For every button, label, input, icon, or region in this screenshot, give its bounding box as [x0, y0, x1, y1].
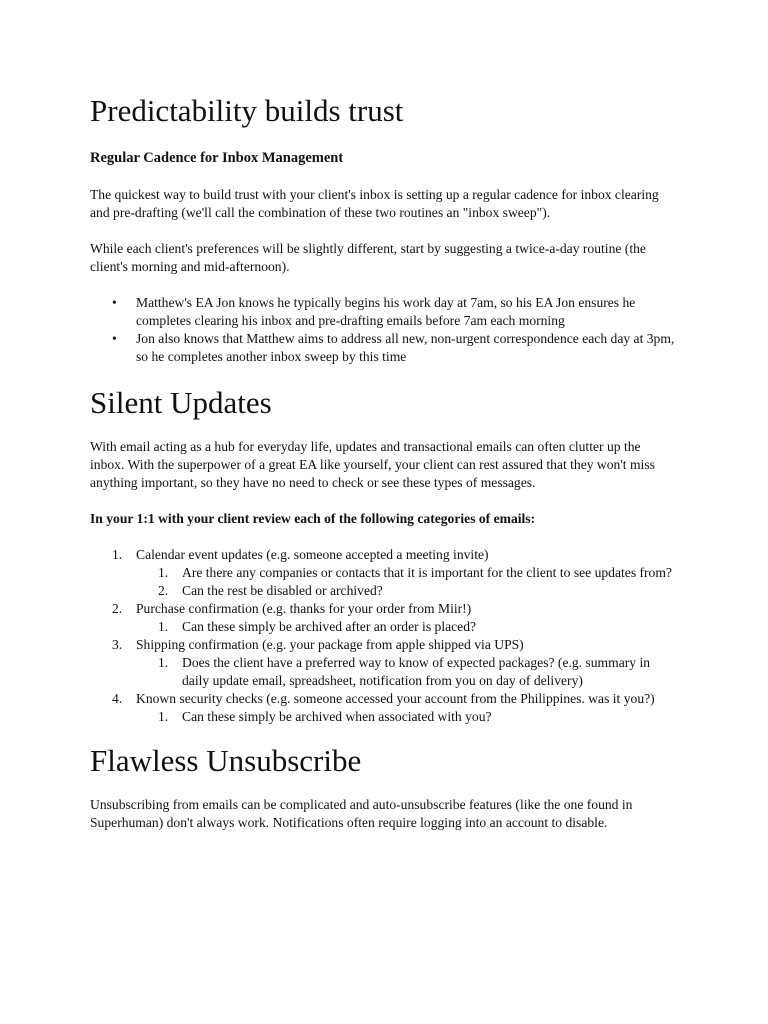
list-number: 2.	[158, 583, 169, 598]
bullet-item	[90, 330, 678, 366]
sub-item-text: Are there any companies or contacts that it is important for the client to see updates from?	[182, 565, 672, 580]
sub-item-text: Can the rest be disabled or archived?	[182, 583, 383, 598]
category-sub-list	[136, 618, 678, 636]
category-sub-list	[136, 708, 678, 726]
subheading-regular-cadence: Regular Cadence for Inbox Management	[90, 150, 344, 166]
bullet-text: Matthew's EA Jon knows he typically begins his work day at 7am, so his EA Jon ensures he completes clearing his inbox and pre-drafting emails before 7am each morning	[136, 295, 636, 328]
category-item	[90, 636, 678, 690]
email-category-list	[90, 546, 678, 726]
list-number: 1.	[158, 565, 169, 580]
sub-item	[136, 654, 678, 690]
bullet-icon: •	[112, 331, 117, 346]
sub-item	[136, 582, 678, 600]
category-item	[90, 546, 678, 600]
list-number: 1.	[112, 547, 123, 562]
bullet-icon: •	[112, 295, 117, 310]
section-heading-flawless-unsubscribe: Flawless Unsubscribe	[90, 743, 362, 778]
sub-item-text: Can these simply be archived after an order is placed?	[182, 619, 477, 634]
sub-item	[136, 618, 678, 636]
sub-item-text: Does the client have a preferred way to know of expected packages? (e.g. summary in daily update email, spreadsheet, notification from you on day of delivery)	[182, 655, 651, 688]
category-text: Shipping confirmation (e.g. your package from apple shipped via UPS)	[136, 637, 524, 652]
list-number: 3.	[112, 637, 123, 652]
sub-item	[136, 708, 678, 726]
paragraph-cadence-intro: The quickest way to build trust with your client's inbox is setting up a regular cadence for inbox clearing and pre-drafting (we'll call the combination of these two routines an "inbox sweep").	[90, 187, 659, 220]
list-number: 2.	[112, 601, 123, 616]
category-sub-list	[136, 564, 678, 600]
paragraph-silent-intro: With email acting as a hub for everyday life, updates and transactional emails can often clutter up the inbox. With the superpower of a great EA like yourself, your client can rest assured that they won't miss anything important, so they have no need to check or see these types of messages.	[90, 439, 655, 490]
category-sub-list	[136, 654, 678, 690]
section-heading-silent-updates: Silent Updates	[90, 385, 272, 420]
category-text: Calendar event updates (e.g. someone accepted a meeting invite)	[136, 547, 489, 562]
list-number: 4.	[112, 691, 123, 706]
list-number: 1.	[158, 709, 169, 724]
paragraph-cadence-routine: While each client's preferences will be slightly different, start by suggesting a twice-a-day routine (the client's morning and mid-afternoon).	[90, 241, 646, 274]
category-item	[90, 690, 678, 726]
list-number: 1.	[158, 619, 169, 634]
category-text: Purchase confirmation (e.g. thanks for your order from Miir!)	[136, 601, 472, 616]
sub-item-text: Can these simply be archived when associated with you?	[182, 709, 492, 724]
sub-item	[136, 564, 678, 582]
paragraph-review-instruction: In your 1:1 with your client review each of the following categories of emails:	[90, 511, 536, 526]
bullet-text: Jon also knows that Matthew aims to address all new, non-urgent correspondence each day at 3pm, so he completes another inbox sweep by this time	[136, 331, 675, 364]
category-text: Known security checks (e.g. someone accessed your account from the Philippines. was it you?)	[136, 691, 655, 706]
category-item	[90, 600, 678, 636]
list-number: 1.	[158, 655, 169, 670]
bullet-item	[90, 294, 678, 330]
example-bullet-list	[90, 294, 678, 366]
section-heading-predictability: Predictability builds trust	[90, 93, 404, 128]
paragraph-unsubscribe-intro: Unsubscribing from emails can be complicated and auto-unsubscribe features (like the one found in Superhuman) don't always work. Notifications often require logging into an account to disable.	[90, 797, 633, 830]
